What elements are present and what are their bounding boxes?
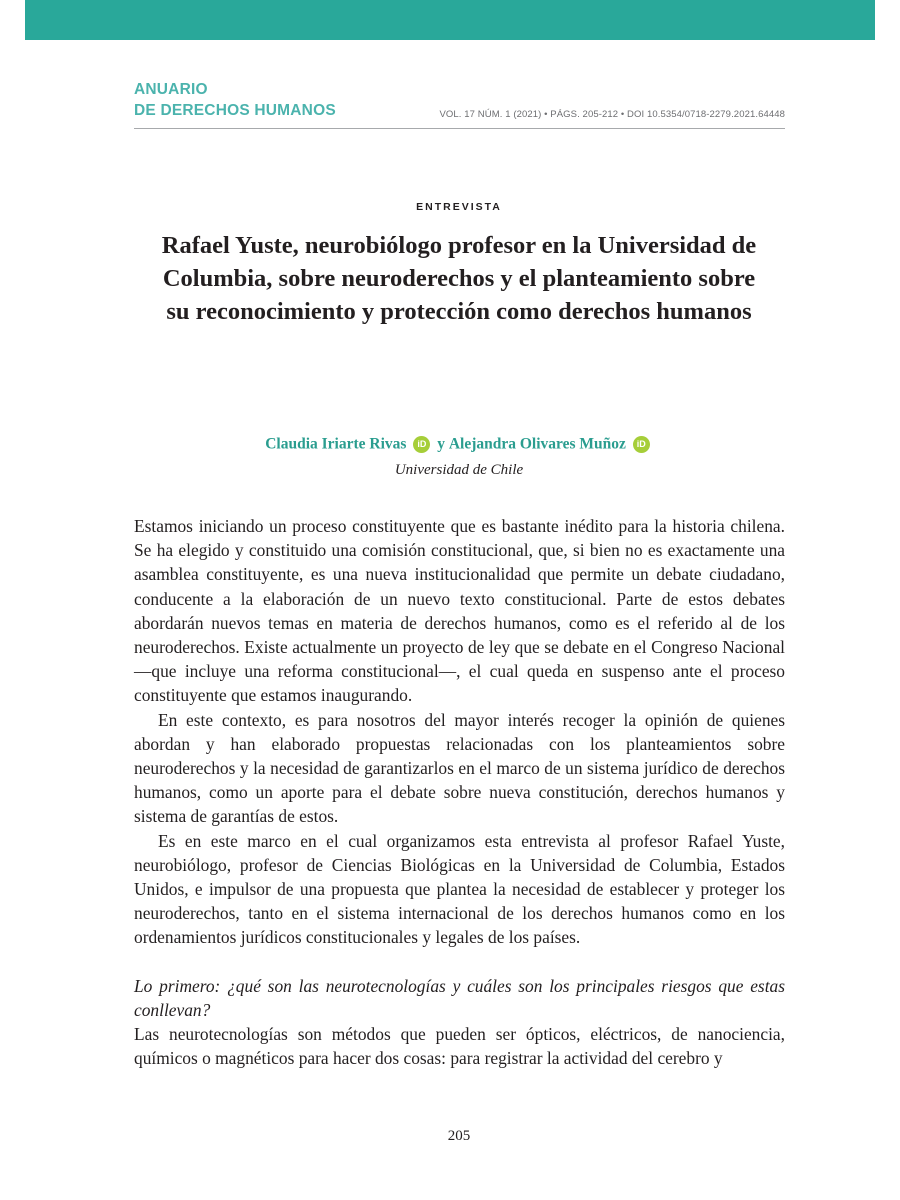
- affiliation: Universidad de Chile: [394, 462, 524, 478]
- author-connector: y: [437, 435, 445, 453]
- article-body: [134, 514, 785, 1070]
- journal-name-line1: ANUARIO: [134, 81, 208, 98]
- paragraph-2: En este contexto, es para nosotros del mayor interés recoger la opinión de quienes abordan y han elaborado propuestas relacionadas con los planteamientos sobre neuroderechos y la necesidad de garantizarlos en el marco de un sistema jurídico de derechos humanos, como un aporte para el debate sobre nueva constitución, derechos humanos y sistema de garantías de estos.: [134, 709, 785, 827]
- page-number: 205: [447, 1128, 471, 1144]
- interview-question: Lo primero: ¿qué son las neurotecnologías y cuáles son los principales riesgos que estas conllevan?: [134, 975, 785, 1020]
- citation-meta: VOL. 17 NÚM. 1 (2021) • PÁGS. 205-212 • DOI 10.5354/0718-2279.2021.64448: [439, 109, 785, 120]
- orcid-icon[interactable]: iD: [633, 436, 650, 453]
- interview-answer: Las neurotecnologías son métodos que pueden ser ópticos, eléctricos, de nanociencia, químicos o magnéticos para hacer dos cosas: para registrar la actividad del cerebro y: [134, 1024, 785, 1069]
- article-title: Rafael Yuste, neurobiólogo profesor en la Universidad de Columbia, sobre neuroderechos y el planteamiento sobre su reconocimiento y protección como derechos humanos: [161, 232, 757, 325]
- journal-name: [134, 79, 336, 121]
- section-label: ENTREVISTA: [416, 201, 502, 213]
- paragraph-3: Es en este marco en el cual organizamos esta entrevista al profesor Rafael Yuste, neurobiólogo, profesor de Ciencias Biológicas en la Universidad de Columbia, Estados Unidos, e impulsor de una propuesta que plantea la necesidad de establecer y proteger los neuroderechos, tanto en el sistema internacional de los derechos humanos como en los ordenamientos jurídicos constitucionales y legales de los países.: [134, 830, 785, 948]
- journal-name-line2: DE DERECHOS HUMANOS: [134, 102, 336, 119]
- author-1[interactable]: Claudia Iriarte Rivas: [265, 435, 407, 453]
- header-divider: [134, 128, 785, 129]
- header-color-bar: [25, 0, 875, 40]
- author-2[interactable]: Alejandra Olivares Muñoz: [448, 435, 626, 453]
- author-line: [0, 435, 900, 453]
- paragraph-1: Estamos iniciando un proceso constituyente que es bastante inédito para la historia chilena. Se ha elegido y constituido una comisión constitucional, que, si bien no es exactamente una asamblea constituyente, es una nueva institucionalidad que permite un debate ciudadano, conducente a la elaboración de un nuevo texto constitucional. Parte de estos debates abordarán nuevos temas en materia de derechos humanos, como es el referido al de los neuroderechos. Existe actualmente un proyecto de ley que se debate en el Congreso Nacional —que incluye una reforma constitucional—, el cual queda en suspenso ante el proceso constituyente que estamos inaugurando.: [134, 516, 785, 706]
- orcid-icon[interactable]: iD: [413, 436, 430, 453]
